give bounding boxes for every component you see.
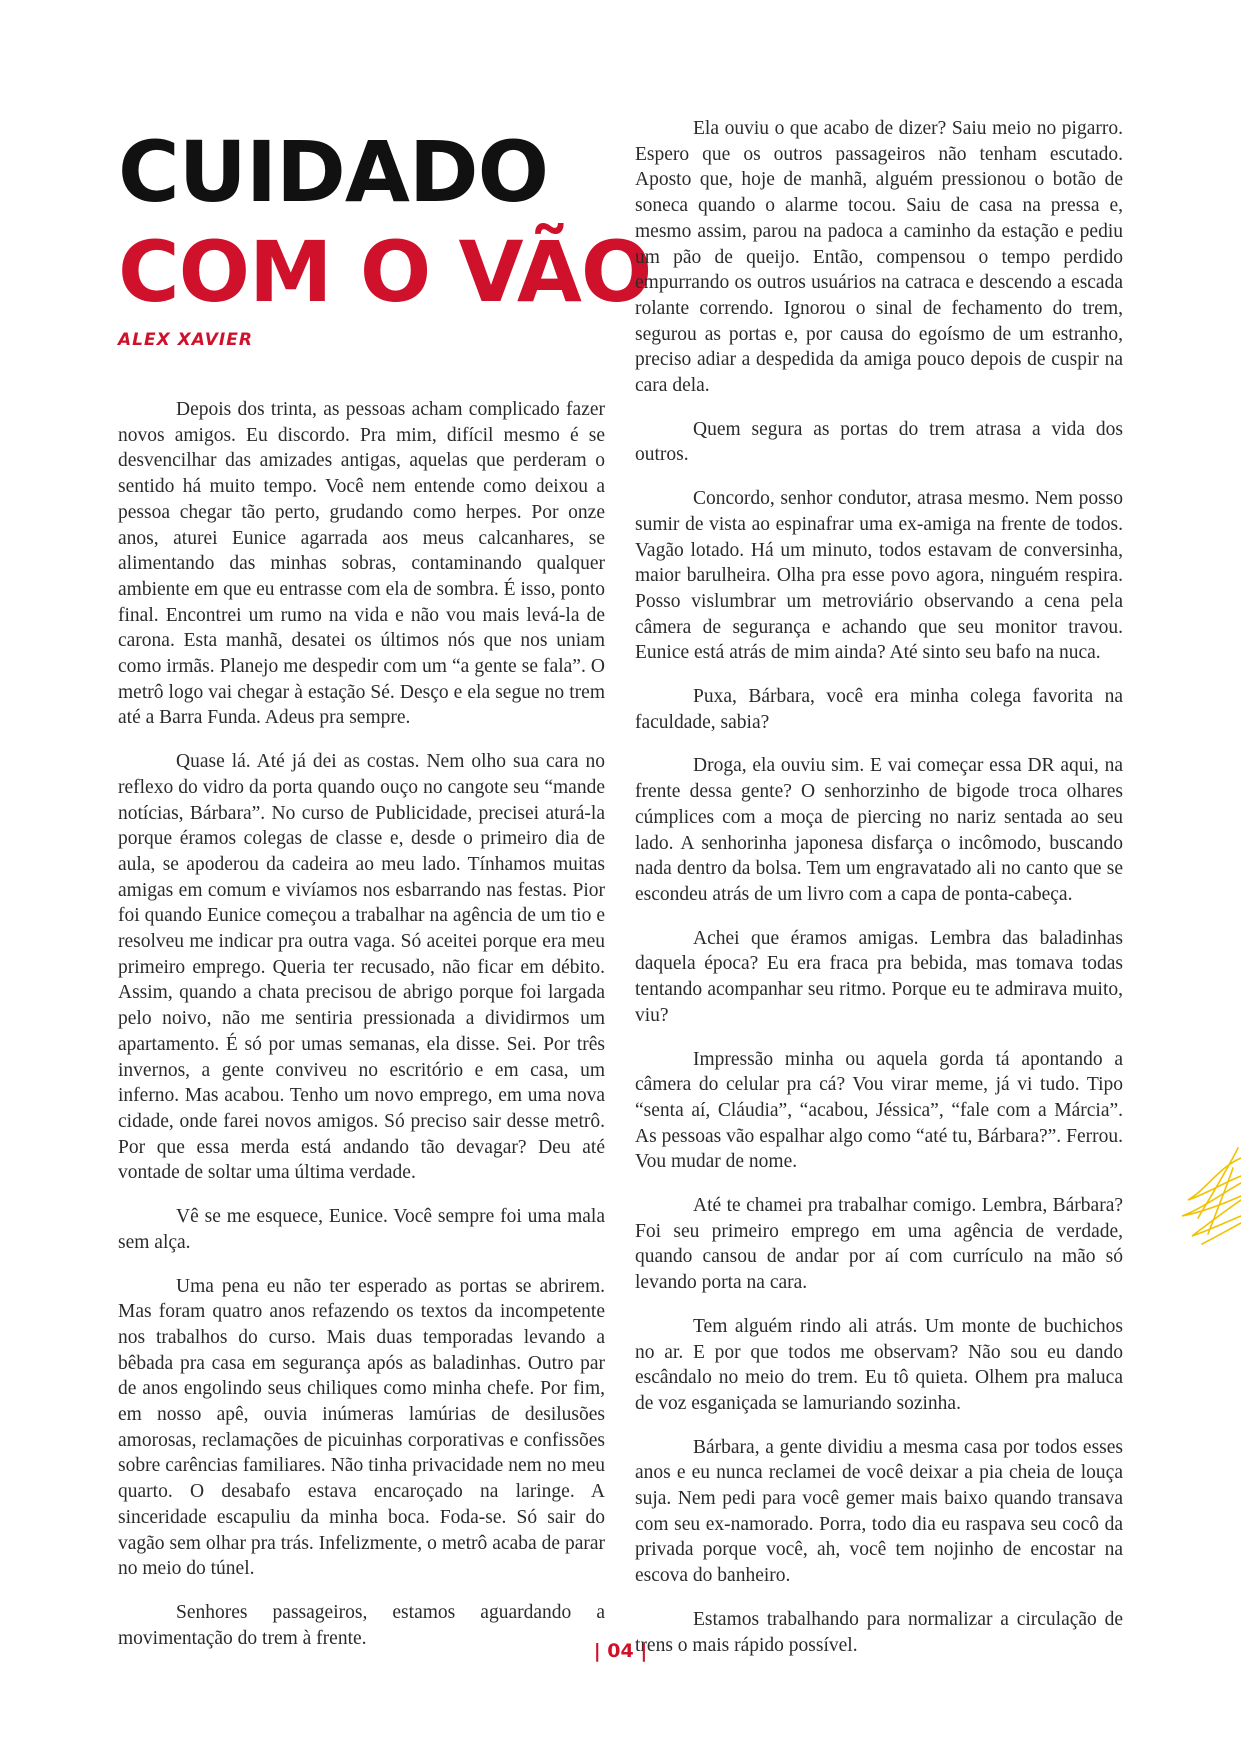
paragraph: Ela ouviu o que acabo de dizer? Saiu meio no pigarro. Espero que os outros passageiros não tenham escutado. Aposto que, hoje de manhã, alguém pressionou o botão de soneca quando o alarme tocou. Saiu de casa na pressa e, mesmo assim, parou na padoca a caminho da estação e pediu um pão de queijo. Então, compensou o tempo perdido empurrando os outros usuários na catraca e descendo a escada rolante correndo. Ignorou o sinal de fechamento do trem, segurou as portas e, por causa do egoísmo de um estranho, preciso adiar a despedida da amiga pouco depois de cuspir na cara dela. — [635, 118, 1123, 397]
article-author: ALEX XAVIER — [118, 330, 253, 350]
paragraph: Senhores passageiros, estamos aguardando a movimentação do trem à frente. — [118, 1601, 605, 1649]
left-column — [118, 397, 605, 1669]
paragraph: Quase lá. Até já dei as costas. Nem olho sua cara no reflexo do vidro da porta quando ouço no cangote seu “mande notícias, Bárbara”. No curso de Publicidade, precisei aturá-la porque éramos colegas de classe e, desde o primeiro dia de aula, se apoderou da cadeira ao meu lado. Tínhamos muitas amigas em comum e vivíamos nos esbarrando nas festas. Pior foi quando Eunice começou a trabalhar na agência de um tio e resolveu me indicar pra outra vaga. Só aceitei porque era meu primeiro emprego. Queria ter recusado, não ficar em débito. Assim, quando a chata precisou de abrigo porque foi largada pelo noivo, não me sentiria pressionada a dividirmos um apartamento. É só por umas semanas, ela disse. Sei. Por três invernos, a gente conviveu no escritório e em casa, um inferno. Mas acabou. Tenho um novo emprego, em uma nova cidade, onde farei novos amigos. Só preciso sair desse metrô. Por que essa merda está andando tão devagar? Deu até vontade de soltar uma última verdade. — [118, 751, 605, 1184]
paragraph: Droga, ela ouviu sim. E vai começar essa DR aqui, na frente dessa gente? O senhorzinho de bigode troca olhares cúmplices com a moça de piercing no nariz sentada ao seu lado. A senhorinha japonesa disfarça o incômodo, buscando nada dentro da bolsa. Tem um engravatado ali no canto que se escondeu atrás de um livro com a capa de ponta-cabeça. — [635, 755, 1123, 905]
article-header — [118, 122, 652, 350]
paragraph: Estamos trabalhando para normalizar a circulação de trens o mais rápido possível. — [635, 1608, 1123, 1656]
right-column — [635, 116, 1123, 1676]
page-number: | 04 | — [593, 1640, 648, 1662]
paragraph: Bárbara, a gente dividiu a mesma casa por todos esses anos e eu nunca reclamei de você deixar a pia cheia de louça suja. Nem pedi para você gemer mais baixo quando transava com seu ex-namorado. Porra, todo dia eu raspava seu cocô da privada porque você, ah, você tem nojinho de encostar na escova do banheiro. — [635, 1436, 1123, 1587]
paragraph: Quem segura as portas do trem atrasa a vida dos outros. — [635, 418, 1123, 466]
paragraph: Concordo, senhor condutor, atrasa mesmo. Nem posso sumir de vista ao espinafrar uma ex-amiga na frente de todos. Vagão lotado. Há um minuto, todos estavam de conversinha, maior barulheira. Olha pra esse povo agora, ninguém respira. Posso vislumbrar um metroviário observando a cena pela câmera de segurança e achando que seu monitor travou. Eunice está atrás de mim ainda? Até sinto seu bafo na nuca. — [635, 488, 1123, 664]
paragraph: Impressão minha ou aquela gorda tá apontando a câmera do celular pra cá? Vou virar meme, já vi tudo. Tipo “senta aí, Cláudia”, “acabou, Jéssica”, “fale com a Márcia”. As pessoas vão espalhar algo como “até tu, Bárbara?”. Ferrou. Vou mudar de nome. — [635, 1048, 1123, 1173]
scribble-decoration-icon — [1178, 1138, 1241, 1258]
paragraph: Puxa, Bárbara, você era minha colega favorita na faculdade, sabia? — [635, 686, 1123, 733]
paragraph: Uma pena eu não ter esperado as portas se abrirem. Mas foram quatro anos refazendo os textos da incompetente nos trabalhos do curso. Mais duas temporadas levando a bêbada pra casa em segurança após as baladinhas. Outro par de anos engolindo seus chiliques como minha chefe. Por fim, em nosso apê, ouvia inúmeras lamúrias de desilusões amorosas, reclamações de picuinhas corporativas e confissões sobre carências familiares. Não tinha privacidade nem no meu quarto. O desabafo estava encaroçado na laringe. A sinceridade escapuliu da minha boca. Foda-se. Só sair do vagão sem olhar pra trás. Infelizmente, o metrô acaba de parar no meio do túnel. — [118, 1275, 605, 1580]
article-title-line1: CUIDADO — [118, 123, 548, 221]
paragraph: Vê se me esquece, Eunice. Você sempre foi uma mala sem alça. — [118, 1206, 605, 1253]
paragraph: Até te chamei pra trabalhar comigo. Lembra, Bárbara? Foi seu primeiro emprego em uma agência de verdade, quando cansou de andar por aí com currículo na mão só levando porta na cara. — [635, 1195, 1123, 1294]
paragraph: Tem alguém rindo ali atrás. Um monte de buchichos no ar. E por que todos me observam? Não sou eu dando escândalo no meio do trem. Eu tô quieta. Olhem pra maluca de voz esganiçada se lamuriando sozinha. — [635, 1315, 1123, 1414]
paragraph: Depois dos trinta, as pessoas acham complicado fazer novos amigos. Eu discordo. Pra mim, difícil mesmo é se desvencilhar das amizades antigas, aquelas que perderam o sentido há muito tempo. Você nem entende como deixou a pessoa chegar tão perto, grudando como herpes. Por onze anos, aturei Eunice agarrada aos meus calcanhares, se alimentando das minhas sobras, contaminando qualquer ambiente em que eu entrasse com ela de sombra. É isso, ponto final. Encontrei um rumo na vida e não vou mais levá-la de carona. Esta manhã, desatei os últimos nós que nos uniam como irmãs. Planejo me despedir com um “a gente se fala”. O metrô logo vai chegar à estação Sé. Desço e ela segue no trem até a Barra Funda. Adeus pra sempre. — [118, 399, 605, 729]
article-title-line2: COM O VÃO — [118, 223, 652, 321]
paragraph: Achei que éramos amigas. Lembra das baladinhas daquela época? Eu era fraca pra bebida, mas tomava todas tentando acompanhar seu ritmo. Porque eu te admirava muito, viu? — [635, 927, 1123, 1026]
